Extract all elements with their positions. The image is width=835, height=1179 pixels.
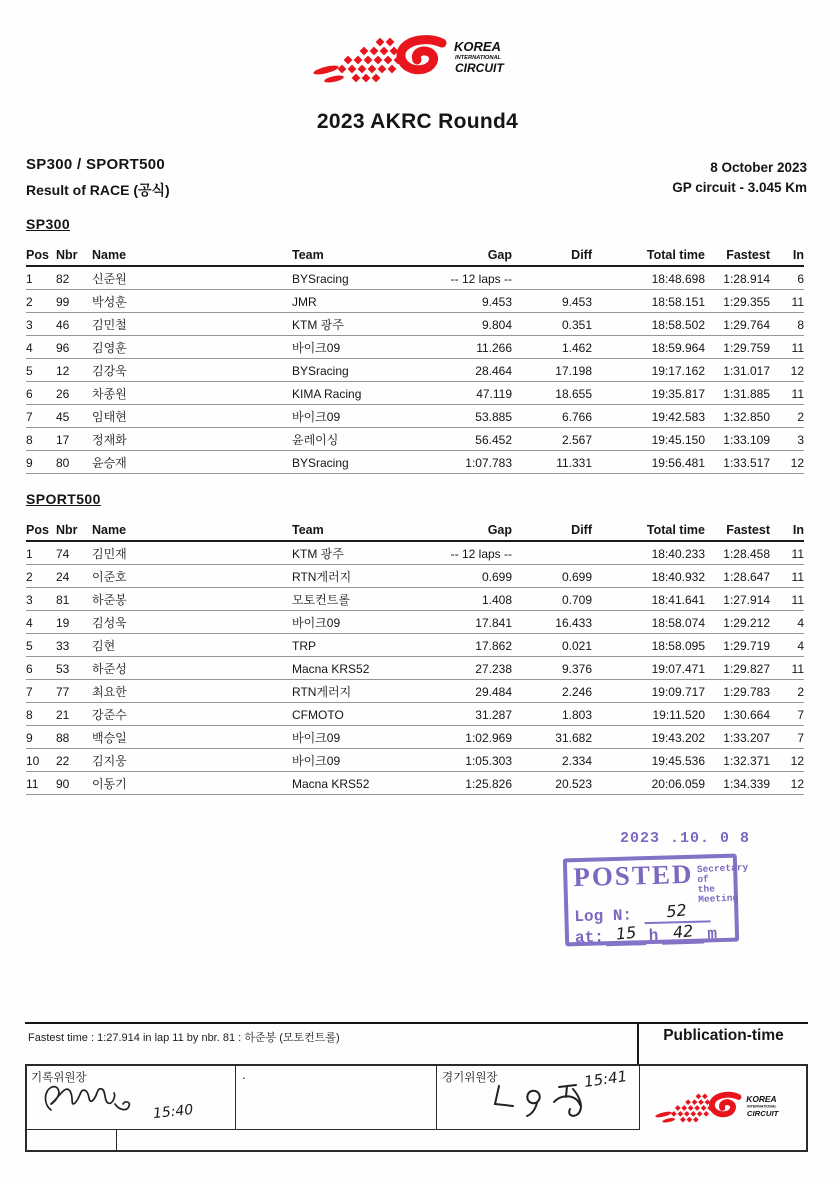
cell-fastest: 1:32.850: [705, 405, 770, 428]
cell-team: Macna KRS52: [292, 772, 434, 795]
cell-total: 19:45.536: [592, 749, 705, 772]
cell-team: TRP: [292, 634, 434, 657]
cell-gap: 17.841: [434, 611, 512, 634]
cell-nbr: 45: [56, 405, 92, 428]
footer-logo-cell: [640, 1066, 806, 1150]
cell-pos: 2: [26, 290, 56, 313]
results-table-sp300: [26, 246, 804, 474]
korea-international-circuit-logo: [302, 34, 534, 86]
cell-in: 11: [770, 588, 804, 611]
cell-gap: 53.885: [434, 405, 512, 428]
column-header-in: In: [770, 246, 804, 266]
cell-name: 하준성: [92, 657, 292, 680]
result-row: [26, 359, 804, 382]
cell-diff: 0.021: [512, 634, 592, 657]
cell-nbr: 19: [56, 611, 92, 634]
cell-total: 19:07.471: [592, 657, 705, 680]
cell-in: 11: [770, 657, 804, 680]
cell-fastest: 1:30.664: [705, 703, 770, 726]
result-row: [26, 634, 804, 657]
cell-diff: 2.334: [512, 749, 592, 772]
cell-gap: 9.453: [434, 290, 512, 313]
column-header-nbr: Nbr: [56, 521, 92, 541]
column-header-gap: Gap: [434, 521, 512, 541]
cell-in: 12: [770, 749, 804, 772]
cell-fastest: 1:32.371: [705, 749, 770, 772]
cell-diff: 2.246: [512, 680, 592, 703]
cell-team: CFMOTO: [292, 703, 434, 726]
page-title: 2023 AKRC Round4: [316, 110, 519, 133]
cell-gap: 1:25.826: [434, 772, 512, 795]
cell-pos: 9: [26, 726, 56, 749]
cell-in: 11: [770, 541, 804, 565]
cell-team: RTN게러지: [292, 565, 434, 588]
cell-team: KIMA Racing: [292, 382, 434, 405]
cell-team: Macna KRS52: [292, 657, 434, 680]
cell-nbr: 81: [56, 588, 92, 611]
cell-in: 12: [770, 451, 804, 474]
cell-fastest: 1:29.827: [705, 657, 770, 680]
cell-in: 3: [770, 428, 804, 451]
result-row: [26, 772, 804, 795]
cell-pos: 2: [26, 565, 56, 588]
circuit-info: GP circuit - 3.045 Km: [672, 180, 807, 195]
stamp-hour-handwritten: 15: [614, 922, 637, 944]
cell-team: BYSracing: [292, 451, 434, 474]
cell-fastest: 1:29.764: [705, 313, 770, 336]
cell-total: 18:40.233: [592, 541, 705, 565]
result-row: [26, 588, 804, 611]
cell-name: 이동기: [92, 772, 292, 795]
column-header-in: In: [770, 521, 804, 541]
cell-nbr: 53: [56, 657, 92, 680]
cell-team: RTN게러지: [292, 680, 434, 703]
cell-gap: 17.862: [434, 634, 512, 657]
cell-fastest: 1:31.017: [705, 359, 770, 382]
cell-nbr: 82: [56, 266, 92, 290]
cell-pos: 7: [26, 680, 56, 703]
cell-name: 박성훈: [92, 290, 292, 313]
record-steward-signature: [37, 1078, 157, 1118]
header-logo-wrap: [0, 0, 835, 86]
event-info-band: [26, 156, 807, 200]
results-table-sport500: [26, 521, 804, 795]
cell-team: 모토컨트롤: [292, 588, 434, 611]
cell-total: 19:17.162: [592, 359, 705, 382]
column-header-row: [26, 246, 804, 266]
cell-in: 11: [770, 565, 804, 588]
cell-team: KTM 광주: [292, 313, 434, 336]
cell-pos: 4: [26, 611, 56, 634]
result-row: [26, 313, 804, 336]
stamp-posted-label: POSTED: [572, 858, 694, 893]
cell-team: 바이크09: [292, 749, 434, 772]
cell-fastest: 1:28.458: [705, 541, 770, 565]
column-header-gap: Gap: [434, 246, 512, 266]
result-row: [26, 657, 804, 680]
cell-nbr: 21: [56, 703, 92, 726]
column-header-pos: Pos: [26, 246, 56, 266]
cell-team: KTM 광주: [292, 541, 434, 565]
cell-pos: 9: [26, 451, 56, 474]
cell-fastest: 1:33.109: [705, 428, 770, 451]
section-heading-sport500: SPORT500: [26, 491, 101, 507]
signature-table: [25, 1064, 808, 1152]
cell-nbr: 99: [56, 290, 92, 313]
cell-total: 18:58.502: [592, 313, 705, 336]
cell-diff: 9.453: [512, 290, 592, 313]
cell-diff: 31.682: [512, 726, 592, 749]
cell-diff: 2.567: [512, 428, 592, 451]
cell-pos: 5: [26, 359, 56, 382]
column-header-diff: Diff: [512, 521, 592, 541]
record-time-handwritten: 15:40: [152, 1101, 195, 1123]
fastest-time-note: Fastest time : 1:27.914 in lap 11 by nbr. 81 : 하준봉 (모토컨트롤): [28, 1032, 340, 1044]
cell-diff: 1.803: [512, 703, 592, 726]
column-header-fastest: Fastest: [705, 521, 770, 541]
cell-total: 19:09.717: [592, 680, 705, 703]
cell-fastest: 1:29.759: [705, 336, 770, 359]
cell-in: 8: [770, 313, 804, 336]
cell-nbr: 80: [56, 451, 92, 474]
cell-team: BYSracing: [292, 266, 434, 290]
stamp-log-number-handwritten: 52: [665, 900, 688, 922]
result-row: [26, 451, 804, 474]
footer-bottom-wide-cell: [117, 1130, 640, 1150]
cell-nbr: 77: [56, 680, 92, 703]
posted-stamp: [563, 854, 749, 948]
cell-nbr: 90: [56, 772, 92, 795]
cell-diff: 6.766: [512, 405, 592, 428]
cell-in: 6: [770, 266, 804, 290]
posted-stamp-area: [560, 830, 751, 948]
cell-gap: 31.287: [434, 703, 512, 726]
svg-text:INTERNATIONAL: INTERNATIONAL: [746, 1104, 777, 1109]
cell-team: 바이크09: [292, 726, 434, 749]
cell-fastest: 1:27.914: [705, 588, 770, 611]
cell-gap: 56.452: [434, 428, 512, 451]
stamp-h-label: h: [648, 926, 659, 946]
footer-bottom-small-cell: [27, 1130, 117, 1150]
cell-name: 최요한: [92, 680, 292, 703]
cell-total: 18:58.095: [592, 634, 705, 657]
cell-gap: 11.266: [434, 336, 512, 359]
cell-diff: 1.462: [512, 336, 592, 359]
result-row: [26, 541, 804, 565]
cell-team: 윤레이싱: [292, 428, 434, 451]
footer-korea-circuit-logo: [648, 1090, 798, 1126]
column-header-total: Total time: [592, 246, 705, 266]
cell-team: 바이크09: [292, 336, 434, 359]
stamp-date: 2023 .10. 0 8: [620, 830, 751, 847]
dot-cell: .: [236, 1066, 437, 1130]
cell-name: 강준수: [92, 703, 292, 726]
result-row: [26, 405, 804, 428]
cell-diff: 9.376: [512, 657, 592, 680]
cell-nbr: 12: [56, 359, 92, 382]
cell-total: 19:43.202: [592, 726, 705, 749]
cell-nbr: 74: [56, 541, 92, 565]
cell-diff: 17.198: [512, 359, 592, 382]
race-steward-cell: [437, 1066, 640, 1130]
cell-diff: 18.655: [512, 382, 592, 405]
cell-gap: -- 12 laps --: [434, 266, 512, 290]
column-header-pos: Pos: [26, 521, 56, 541]
cell-total: 18:58.151: [592, 290, 705, 313]
column-header-row: [26, 521, 804, 541]
stamp-log-label: Log N:: [574, 906, 633, 927]
cell-in: 11: [770, 336, 804, 359]
event-date: 8 October 2023: [710, 160, 807, 175]
cell-pos: 5: [26, 634, 56, 657]
cell-name: 백승일: [92, 726, 292, 749]
column-header-total: Total time: [592, 521, 705, 541]
result-row: [26, 611, 804, 634]
cell-in: 2: [770, 680, 804, 703]
cell-pos: 8: [26, 428, 56, 451]
cell-in: 7: [770, 703, 804, 726]
column-header-diff: Diff: [512, 246, 592, 266]
logo-text-international: INTERNATIONAL: [454, 55, 501, 61]
cell-in: 7: [770, 726, 804, 749]
class-title: SP300 / SPORT500: [26, 156, 166, 173]
cell-total: 19:45.150: [592, 428, 705, 451]
result-row: [26, 749, 804, 772]
logo-text-korea: KOREA: [453, 39, 501, 54]
result-row: [26, 382, 804, 405]
cell-team: 바이크09: [292, 405, 434, 428]
cell-diff: 0.351: [512, 313, 592, 336]
cell-fastest: 1:28.647: [705, 565, 770, 588]
cell-nbr: 33: [56, 634, 92, 657]
cell-fastest: 1:29.355: [705, 290, 770, 313]
cell-name: 김현: [92, 634, 292, 657]
cell-gap: 1:07.783: [434, 451, 512, 474]
cell-pos: 10: [26, 749, 56, 772]
cell-pos: 6: [26, 657, 56, 680]
cell-total: 18:58.074: [592, 611, 705, 634]
cell-fastest: 1:34.339: [705, 772, 770, 795]
cell-name: 하준봉: [92, 588, 292, 611]
svg-text:CIRCUIT: CIRCUIT: [746, 1108, 779, 1118]
footer: [25, 1022, 808, 1152]
cell-gap: 1:02.969: [434, 726, 512, 749]
result-subtitle: Result of RACE (공식): [26, 182, 170, 198]
cell-name: 김민재: [92, 541, 292, 565]
cell-total: 20:06.059: [592, 772, 705, 795]
cell-pos: 3: [26, 588, 56, 611]
cell-total: 19:42.583: [592, 405, 705, 428]
stamp-minute-handwritten: 42: [672, 921, 695, 943]
result-row: [26, 266, 804, 290]
cell-in: 12: [770, 359, 804, 382]
result-row: [26, 336, 804, 359]
cell-gap: 1:05.303: [434, 749, 512, 772]
cell-fastest: 1:29.783: [705, 680, 770, 703]
cell-total: 18:59.964: [592, 336, 705, 359]
cell-nbr: 96: [56, 336, 92, 359]
cell-total: 19:56.481: [592, 451, 705, 474]
result-row: [26, 726, 804, 749]
column-header-nbr: Nbr: [56, 246, 92, 266]
cell-team: BYSracing: [292, 359, 434, 382]
cell-pos: 11: [26, 772, 56, 795]
cell-gap: -- 12 laps --: [434, 541, 512, 565]
cell-in: 12: [770, 772, 804, 795]
cell-in: 4: [770, 634, 804, 657]
cell-name: 윤승재: [92, 451, 292, 474]
section-sp300: [26, 216, 809, 474]
cell-name: 김성욱: [92, 611, 292, 634]
race-steward-label: 경기위원장: [442, 1072, 498, 1084]
cell-pos: 8: [26, 703, 56, 726]
cell-fastest: 1:28.914: [705, 266, 770, 290]
cell-name: 김지웅: [92, 749, 292, 772]
cell-name: 김민철: [92, 313, 292, 336]
column-header-team: Team: [292, 246, 434, 266]
cell-fastest: 1:29.719: [705, 634, 770, 657]
cell-team: JMR: [292, 290, 434, 313]
cell-total: 19:11.520: [592, 703, 705, 726]
cell-nbr: 26: [56, 382, 92, 405]
cell-pos: 3: [26, 313, 56, 336]
cell-gap: 27.238: [434, 657, 512, 680]
cell-pos: 1: [26, 541, 56, 565]
section-heading-sp300: SP300: [26, 216, 71, 232]
cell-in: 11: [770, 290, 804, 313]
cell-in: 4: [770, 611, 804, 634]
cell-fastest: 1:29.212: [705, 611, 770, 634]
cell-nbr: 46: [56, 313, 92, 336]
column-header-fastest: Fastest: [705, 246, 770, 266]
cell-team: 바이크09: [292, 611, 434, 634]
column-header-team: Team: [292, 521, 434, 541]
cell-fastest: 1:33.207: [705, 726, 770, 749]
cell-diff: 0.699: [512, 565, 592, 588]
result-row: [26, 290, 804, 313]
record-steward-cell: [27, 1066, 236, 1130]
cell-in: 2: [770, 405, 804, 428]
cell-gap: 47.119: [434, 382, 512, 405]
result-row: [26, 680, 804, 703]
stamp-secretary-label: Secretary of the Meeting: [696, 861, 749, 906]
cell-name: 정재화: [92, 428, 292, 451]
result-row: [26, 565, 804, 588]
cell-pos: 7: [26, 405, 56, 428]
cell-diff: 0.709: [512, 588, 592, 611]
section-sport500: [26, 491, 809, 795]
cell-gap: 9.804: [434, 313, 512, 336]
cell-name: 신준원: [92, 266, 292, 290]
cell-total: 18:41.641: [592, 588, 705, 611]
cell-name: 이준호: [92, 565, 292, 588]
cell-gap: 1.408: [434, 588, 512, 611]
cell-name: 임태현: [92, 405, 292, 428]
cell-nbr: 17: [56, 428, 92, 451]
cell-name: 김강욱: [92, 359, 292, 382]
race-time-handwritten: 15:41: [582, 1067, 629, 1091]
cell-pos: 6: [26, 382, 56, 405]
publication-time-label: Publication-time: [637, 1024, 808, 1064]
logo-swirl-icon: [400, 40, 441, 70]
cell-fastest: 1:33.517: [705, 451, 770, 474]
cell-gap: 0.699: [434, 565, 512, 588]
cell-name: 차종원: [92, 382, 292, 405]
logo-text-circuit: CIRCUIT: [454, 61, 504, 75]
cell-gap: 29.484: [434, 680, 512, 703]
result-row: [26, 703, 804, 726]
cell-fastest: 1:31.885: [705, 382, 770, 405]
stamp-at-label: at:: [574, 928, 605, 948]
record-steward-label: 기록위원장: [31, 1072, 87, 1084]
cell-nbr: 22: [56, 749, 92, 772]
cell-in: 11: [770, 382, 804, 405]
column-header-name: Name: [92, 521, 292, 541]
cell-total: 19:35.817: [592, 382, 705, 405]
cell-diff: [512, 541, 592, 565]
stamp-m-label: m: [707, 925, 718, 944]
svg-text:KOREA: KOREA: [746, 1094, 777, 1105]
cell-total: 18:40.932: [592, 565, 705, 588]
column-header-name: Name: [92, 246, 292, 266]
cell-diff: 20.523: [512, 772, 592, 795]
cell-diff: [512, 266, 592, 290]
cell-gap: 28.464: [434, 359, 512, 382]
cell-diff: 16.433: [512, 611, 592, 634]
cell-nbr: 24: [56, 565, 92, 588]
cell-total: 18:48.698: [592, 266, 705, 290]
cell-pos: 4: [26, 336, 56, 359]
cell-pos: 1: [26, 266, 56, 290]
result-row: [26, 428, 804, 451]
cell-name: 김영훈: [92, 336, 292, 359]
cell-nbr: 88: [56, 726, 92, 749]
cell-diff: 11.331: [512, 451, 592, 474]
